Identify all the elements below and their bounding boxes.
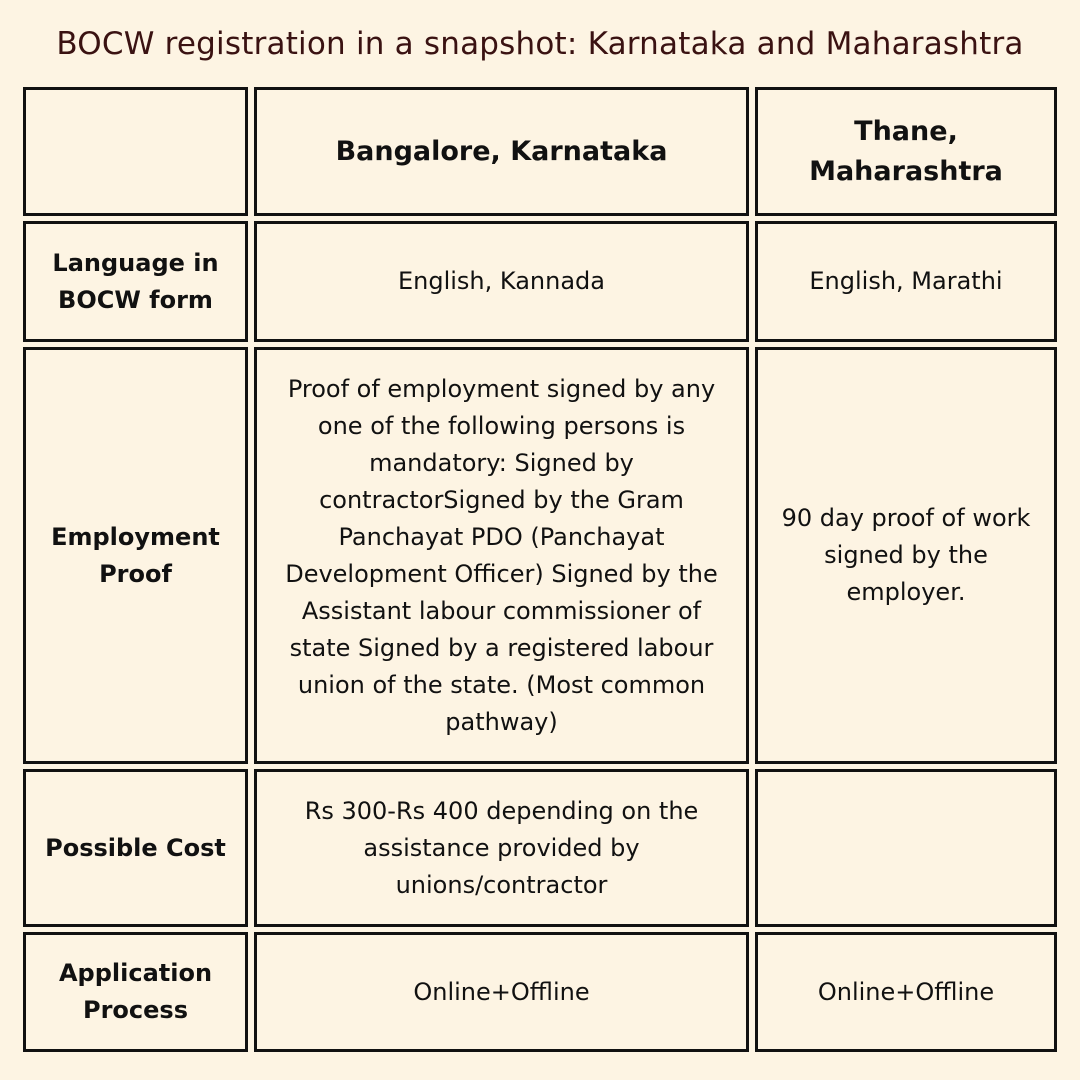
cell-application-process-karnataka: Online+Offline — [254, 932, 749, 1052]
cell-language-maharashtra: English, Marathi — [755, 221, 1057, 342]
column-header-karnataka: Bangalore, Karnataka — [254, 87, 749, 216]
cell-possible-cost-karnataka: Rs 300-Rs 400 depending on the assistance provided by unions/contractor — [254, 769, 749, 927]
cell-possible-cost-maharashtra — [755, 769, 1057, 927]
cell-language-karnataka: English, Kannada — [254, 221, 749, 342]
cell-employment-proof-karnataka: Proof of employment signed by any one of the following persons is mandatory: Signed by contractorSigned by the Gram Panchayat PDO (Panchayat Development Officer) Signed by the Assistant labour commissioner of state Signed by a registered labour union of the state. (Most common pathway) — [254, 347, 749, 764]
row-header-application-process: Application Process — [23, 932, 248, 1052]
row-header-possible-cost: Possible Cost — [23, 769, 248, 927]
page-title: BOCW registration in a snapshot: Karnataka and Maharashtra — [56, 26, 1024, 62]
table-corner-cell — [23, 87, 248, 216]
column-header-maharashtra: Thane, Maharashtra — [755, 87, 1057, 216]
row-header-language: Language in BOCW form — [23, 221, 248, 342]
row-header-employment-proof: Employment Proof — [23, 347, 248, 764]
cell-employment-proof-maharashtra: 90 day proof of work signed by the employer. — [755, 347, 1057, 764]
cell-application-process-maharashtra: Online+Offline — [755, 932, 1057, 1052]
